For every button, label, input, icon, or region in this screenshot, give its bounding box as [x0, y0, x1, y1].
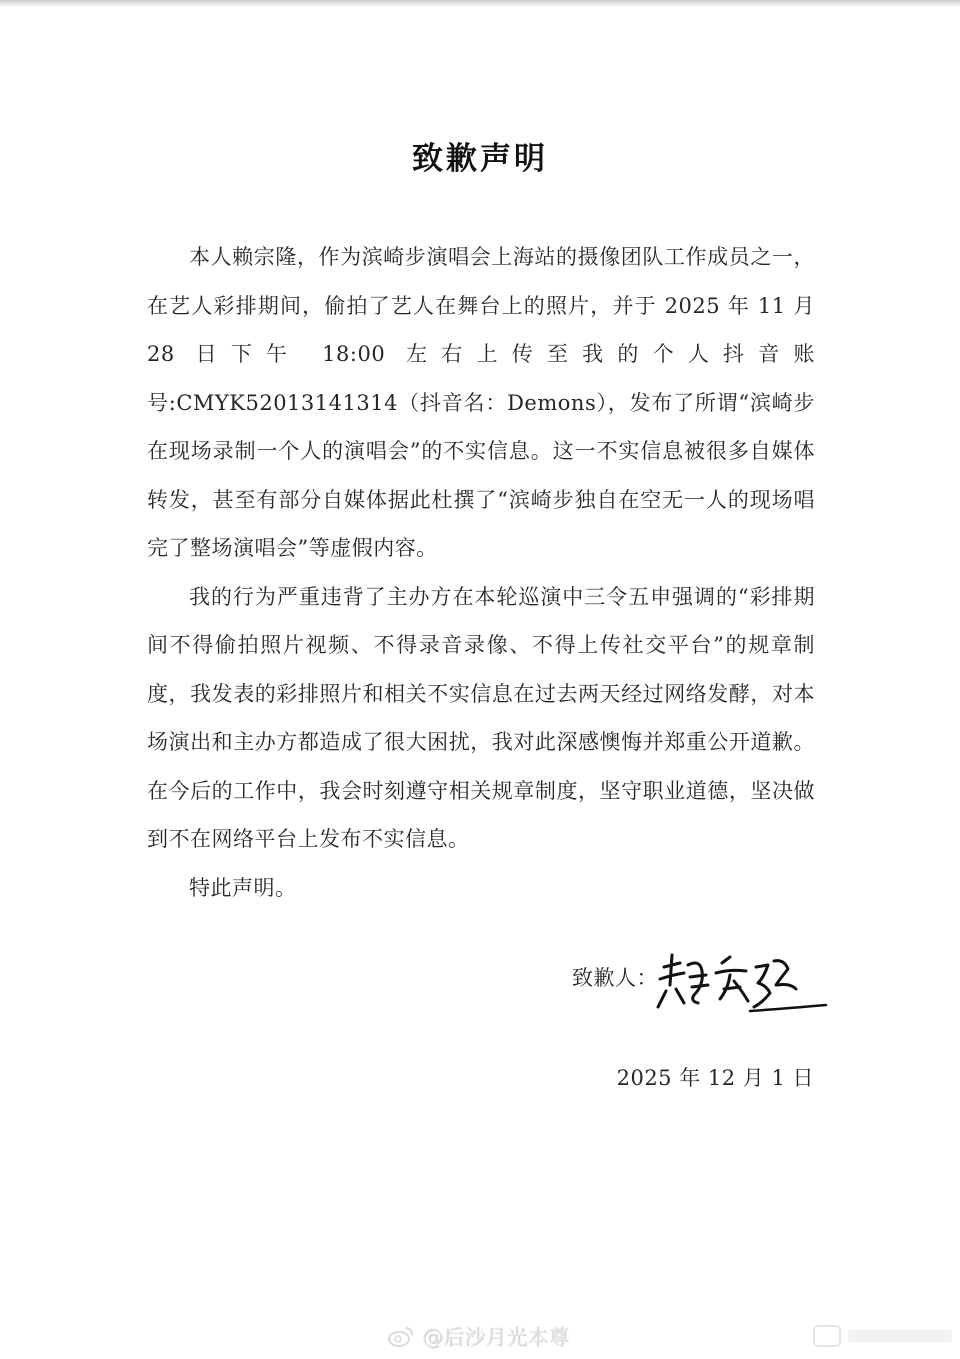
- handwritten-signature: [650, 945, 830, 1025]
- weibo-logo-icon: [388, 1325, 414, 1347]
- paragraph-3: 特此声明。: [189, 875, 297, 900]
- paragraph-2: 我的行为严重违背了主办方在本轮巡演中三令五申强调的“彩排期间不得偷拍照片视频、不得录音录像、不得上传社交平台”的规章制度，我发表的彩排照片和相关不实信息在过去两天经过网络发酵，对本场演出和主办方都造成了很大困扰，我对此深感懊悔并郑重公开道歉。在今后的工作中，我会时刻遵守相关规章制度，坚守职业道德，坚决做到不在网络平台上发布不实信息。: [147, 584, 815, 851]
- paragraph-1: 本人赖宗隆，作为滨崎步演唱会上海站的摄像团队工作成员之一，在艺人彩排期间，偷拍了艺人在舞台上的照片，并于 2025 年 11 月 28 日下午 18:00 左右上传至我的个人抖音账号:CMYK52013141314（抖音名：Demons），发布了所谓“滨崎步在现场录制一个人的演唱会”的不实信息。这一不实信息被很多自媒体转发，甚至有部分自媒体据此杜撰了“滨崎步独自在空无一人的现场唱完了整场演唱会”等虚假内容。: [147, 245, 815, 560]
- signer-label: 致歉人：: [572, 966, 658, 990]
- watermark-text: @后沙月光本尊: [422, 1325, 569, 1349]
- faded-watermark-mark: [812, 1320, 960, 1352]
- signature-block: [572, 945, 842, 1025]
- statement-date: 2025 年 12 月 1 日: [616, 1066, 814, 1090]
- document-title: 致歉声明: [412, 141, 548, 177]
- statement-body: [147, 233, 815, 912]
- top-border: [0, 0, 960, 6]
- weibo-watermark: [388, 1318, 569, 1354]
